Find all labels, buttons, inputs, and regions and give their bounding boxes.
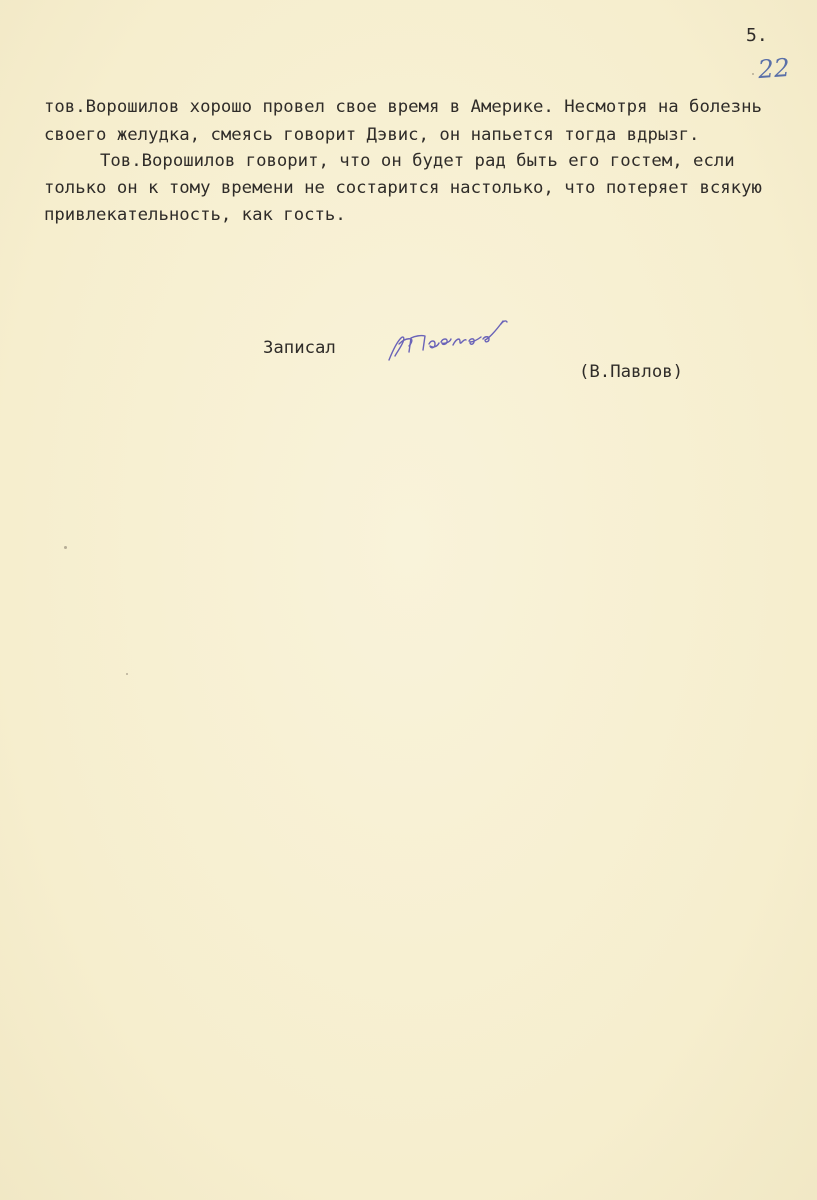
handwritten-signature (385, 312, 515, 367)
paper-speck (64, 546, 67, 549)
author-name: (В.Павлов) (579, 362, 684, 382)
body-line: привлекательность, как гость. (44, 205, 346, 225)
paper-speck (126, 673, 128, 675)
body-line: Тов.Ворошилов говорит, что он будет рад быть его гостем, если (100, 151, 735, 171)
body-line: своего желудка, смеясь говорит Дэвис, он напьется тогда вдрызг. (44, 125, 700, 145)
folio-number: 22 (756, 52, 791, 85)
paper-speck (752, 73, 754, 75)
body-line: только он к тому времени не состарится настолько, что потеряет всякую (44, 178, 762, 198)
page-number: 5. (746, 25, 768, 46)
recorded-by-label: Записал (263, 338, 336, 358)
body-line: тов.Ворошилов хорошо провел свое время в Америке. Несмотря на болезнь (44, 97, 762, 117)
